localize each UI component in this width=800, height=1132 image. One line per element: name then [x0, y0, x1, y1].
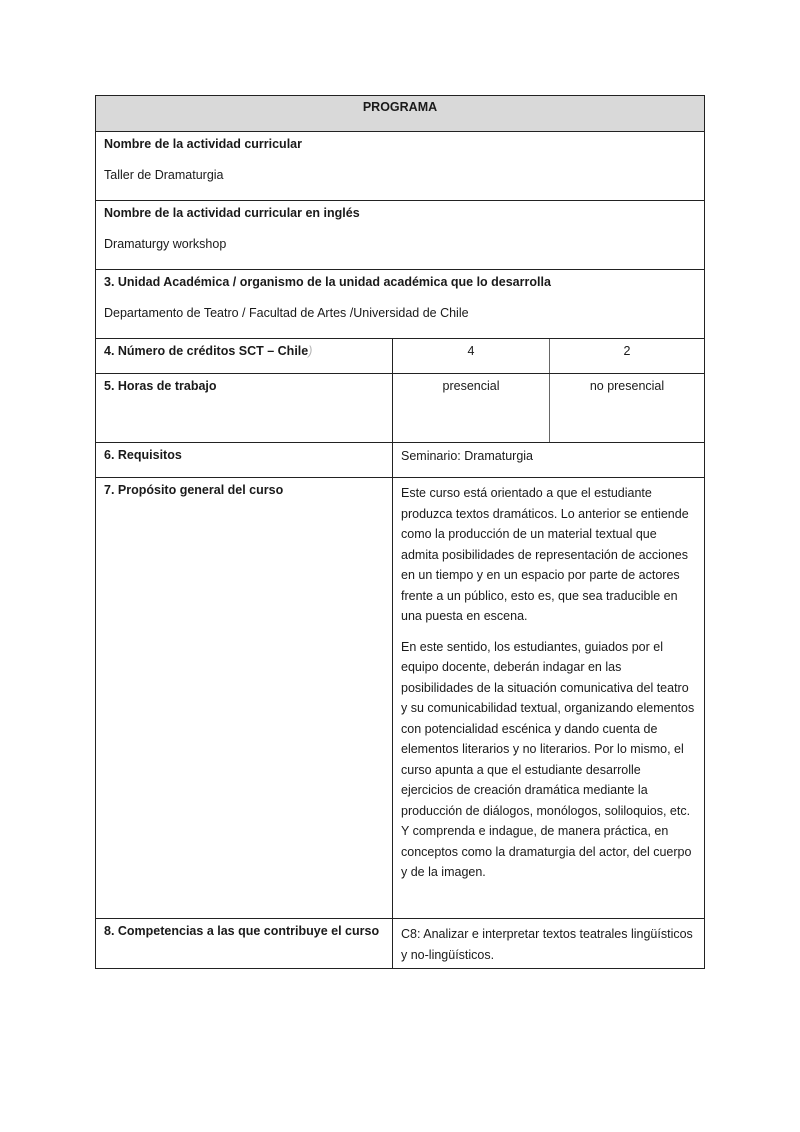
row-nombre-en — [96, 200, 704, 269]
row-nombre — [96, 131, 704, 200]
table-header — [96, 96, 704, 131]
row-horas — [96, 373, 704, 442]
row-label: 7. Propósito general del curso — [96, 478, 393, 918]
row-value — [393, 478, 704, 918]
row-value: Departamento de Teatro / Facultad de Artes /Universidad de Chile — [104, 306, 469, 320]
row-unidad — [96, 269, 704, 338]
row-label: 4. Número de créditos SCT – Chile — [104, 344, 309, 358]
row-creditos — [96, 338, 704, 373]
row-value: Dramaturgy workshop — [104, 237, 227, 251]
row-value: C8: Analizar e interpretar textos teatrales lingüísticos y no-lingüísticos. — [401, 927, 693, 962]
hours-no-presencial: no presencial — [589, 379, 665, 393]
hours-presencial: presencial — [393, 374, 550, 442]
row-label: 5. Horas de trabajo — [96, 374, 393, 442]
row-label-cell — [96, 339, 393, 373]
credits-presencial: 4 — [393, 339, 550, 373]
paragraph: En este sentido, los estudiantes, guiados por el equipo docente, deberán indagar en las posibilidades de la situación comunicativa del teatro y su comunicabilidad textual, organizando elementos con potencialidad escénica y dando cuenta de elementos literarios y no literarios. Por lo mismo, el curso apunta a que el estudiante desarrolle ejercicios de creación dramática mediante la producción de diálogos, monólogos, soliloquios, etc. Y comprenda e indague, de manera práctica, en conceptos como la dramaturgia del actor, del cuerpo y de la imagen. — [401, 639, 695, 879]
row-label: 6. Requisitos — [96, 443, 393, 477]
row-value: Taller de Dramaturgia — [104, 168, 224, 182]
credits-no-presencial: 2 — [623, 344, 631, 358]
row-requisitos — [96, 442, 704, 477]
program-table — [95, 95, 705, 969]
row-label: 3. Unidad Académica / organismo de la unidad académica que lo desarrolla — [104, 275, 551, 289]
paragraph: Este curso está orientado a que el estudiante produzca textos dramáticos. Lo anterior se entiende como la producción de un material textual que admita posibilidades de representación de acciones en un tiempo y en un espacio por parte de actores frente a un público, esto es, que sea traducible en una puesta en escena. — [401, 486, 689, 623]
row-label-suffix: ) — [308, 344, 313, 358]
row-proposito — [96, 477, 704, 918]
row-label: 8. Competencias a las que contribuye el curso — [96, 919, 393, 968]
row-label: Nombre de la actividad curricular — [104, 137, 302, 151]
row-value: Seminario: Dramaturgia — [401, 449, 533, 463]
row-label: Nombre de la actividad curricular en inglés — [104, 206, 360, 220]
table-title: PROGRAMA — [362, 100, 438, 114]
row-competencias — [96, 918, 704, 968]
